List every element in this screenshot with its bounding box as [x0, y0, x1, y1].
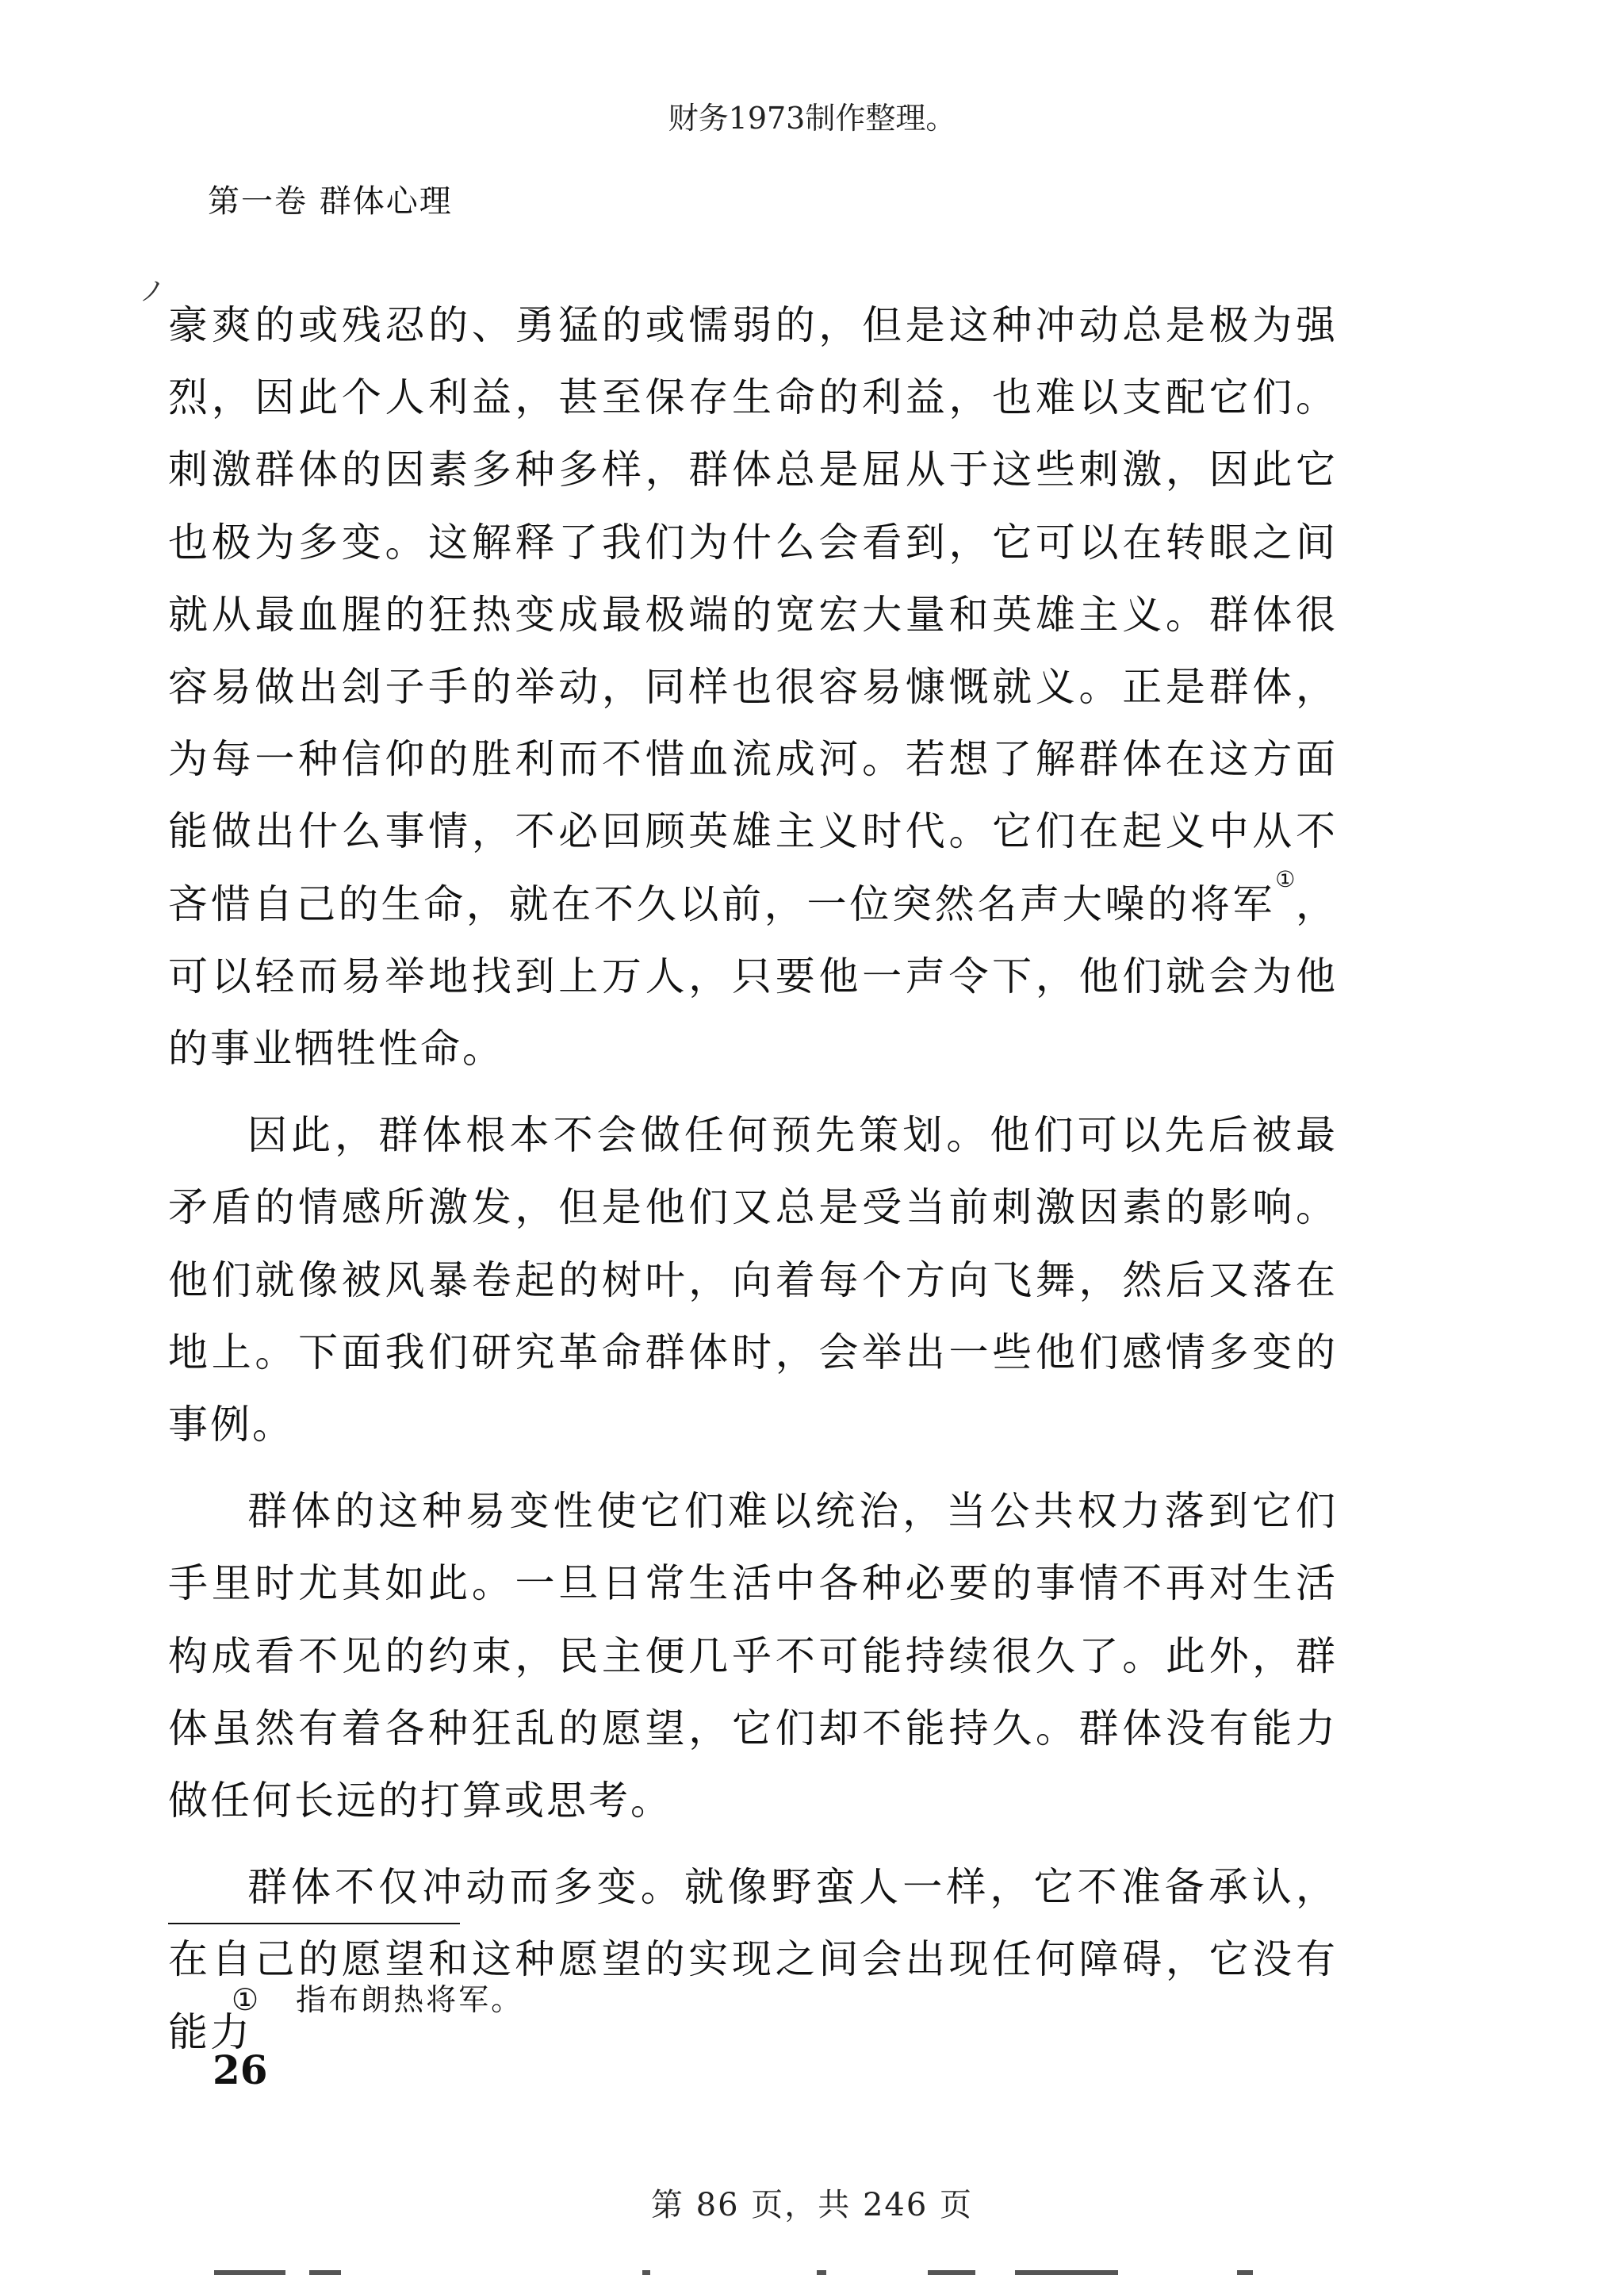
footnote-reference: ①	[1275, 865, 1297, 892]
footnote-text: 指布朗热将军。	[296, 1982, 524, 2017]
paragraph-1-text-continued: ，可以轻而易举地找到上万人，只要他一声令下，他们就会为他的事业牺牲性命。	[168, 880, 1339, 1072]
running-head: 第一卷 群体心理	[208, 183, 453, 220]
paragraph-4: 群体不仅冲动而多变。就像野蛮人一样，它不准备承认，在自己的愿望和这种愿望的实现之间会出现任何障碍，它没有能力	[168, 1864, 1338, 2055]
paragraph-3: 群体的这种易变性使它们难以统治，当公共权力落到它们手里时尤其如此。一旦日常生活中各种必要的事情不再对生活构成看不见的约束，民主便几乎不可能持续很久了。此外，群体虽然有着各种狂乱的愿望，它们却不能持久。群体没有能力做任何长远的打算或思考。	[168, 1488, 1338, 1824]
page-indicator: 第 86 页，共 246 页	[650, 2187, 974, 2223]
paragraph-2: 因此，群体根本不会做任何预先策划。他们可以先后被最矛盾的情感所激发，但是他们又总是受当前刺激因素的影响。他们就像被风暴卷起的树叶，向着每个方向飞舞，然后又落在地上。下面我们研究革命群体时，会举出一些他们感情多变的事例。	[168, 1112, 1338, 1448]
scan-noise-artifacts	[214, 2270, 1277, 2278]
page-number: 26	[213, 2046, 268, 2093]
scan-edge-mark: ノ	[139, 276, 166, 308]
footnote-marker: ①	[232, 1982, 262, 2017]
footnote-divider	[168, 1923, 460, 1924]
footnote	[232, 1975, 523, 2019]
paragraph-1-text: 豪爽的或残忍的、勇猛的或懦弱的，但是这种冲动总是极为强烈，因此个人利益，甚至保存生命的利益，也难以支配它们。刺激群体的因素多种多样，群体总是屈从于这些刺激，因此它也极为多变。这解释了我们为什么会看到，它可以在转眼之间就从最血腥的狂热变成最极端的宽宏大量和英雄主义。群体很容易做出刽子手的举动，同样也很容易慷慨就义。正是群体，为每一种信仰的胜利而不惜血流成河。若想了解群体在这方面能做出什么事情，不必回顾英雄主义时代。它们在起义中从不吝惜自己的生命，就在不久以前，一位突然名声大噪的将军	[168, 302, 1338, 927]
paragraph-1	[168, 290, 1338, 1085]
body-text	[168, 290, 1338, 2069]
watermark-text: 财务1973制作整理。	[668, 101, 956, 136]
